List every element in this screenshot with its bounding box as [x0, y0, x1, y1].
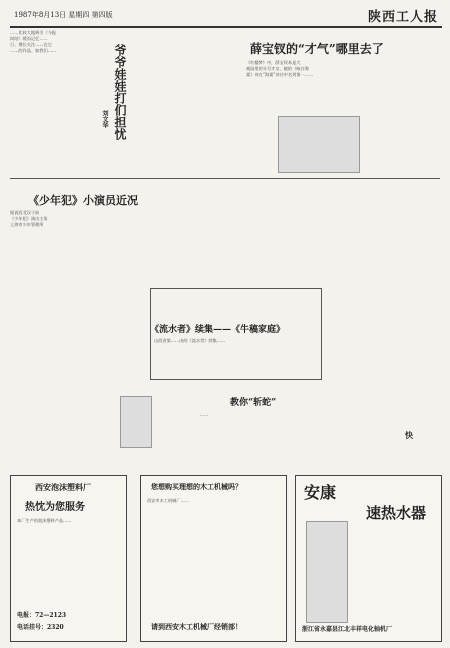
xian-ad: 西安泡沫塑料厂 热忱为您服务 本厂生产的泡沫塑料产品…… 电报：72—2123 电话挂号：2320	[10, 475, 127, 642]
trend-text: 《红楼梦》中，薛宝钗本是大 观园里的头号才女，她的《咏白海 棠》诗在“海棠”诗社中名列第一……	[246, 60, 314, 78]
shaonianfan-text: 据说西北汉于前 《少年犯》演出主角 上海市少年管理所	[10, 210, 48, 228]
separator	[10, 178, 440, 179]
story-author: 刘文华	[101, 110, 108, 128]
jiao-title: 教你“斩蛇”	[230, 398, 277, 408]
photo	[120, 396, 152, 448]
story-title: 爷爷娃娃打们担忧	[113, 44, 127, 140]
heater-picture	[306, 521, 348, 623]
trend-title: 薛宝钗的“才气”哪里去了	[250, 42, 384, 56]
kuai-label: 快	[405, 430, 413, 440]
masthead-title: 陕西工人报	[367, 10, 438, 25]
shaonianfan-title: 《少年犯》小演员近况	[28, 194, 138, 207]
date-line: 1987年8月13日 星期四 第四版	[14, 11, 113, 19]
machine-ad: 您想购买理想的木工机械吗？ 西安市木工机械厂…… 请到西安木工机械厂经销部！	[140, 475, 287, 642]
liushui-text: 山西省第……由的《流水者》续集……	[154, 338, 226, 343]
illustration	[278, 116, 360, 173]
col1-text: ……比较大地吸引《今报 纠结》缓而记忆…… 日、增长关注……在它 ……的作品、如我们……	[10, 30, 57, 54]
header	[10, 8, 442, 28]
jiao-text: ……	[200, 412, 209, 417]
liushui-title: 《流水者》续集——《牛稿家庭》	[150, 325, 286, 335]
heater-ad: 安康 速热水器 浙江省永嘉县江北丰祥电化轴机厂	[295, 475, 442, 642]
